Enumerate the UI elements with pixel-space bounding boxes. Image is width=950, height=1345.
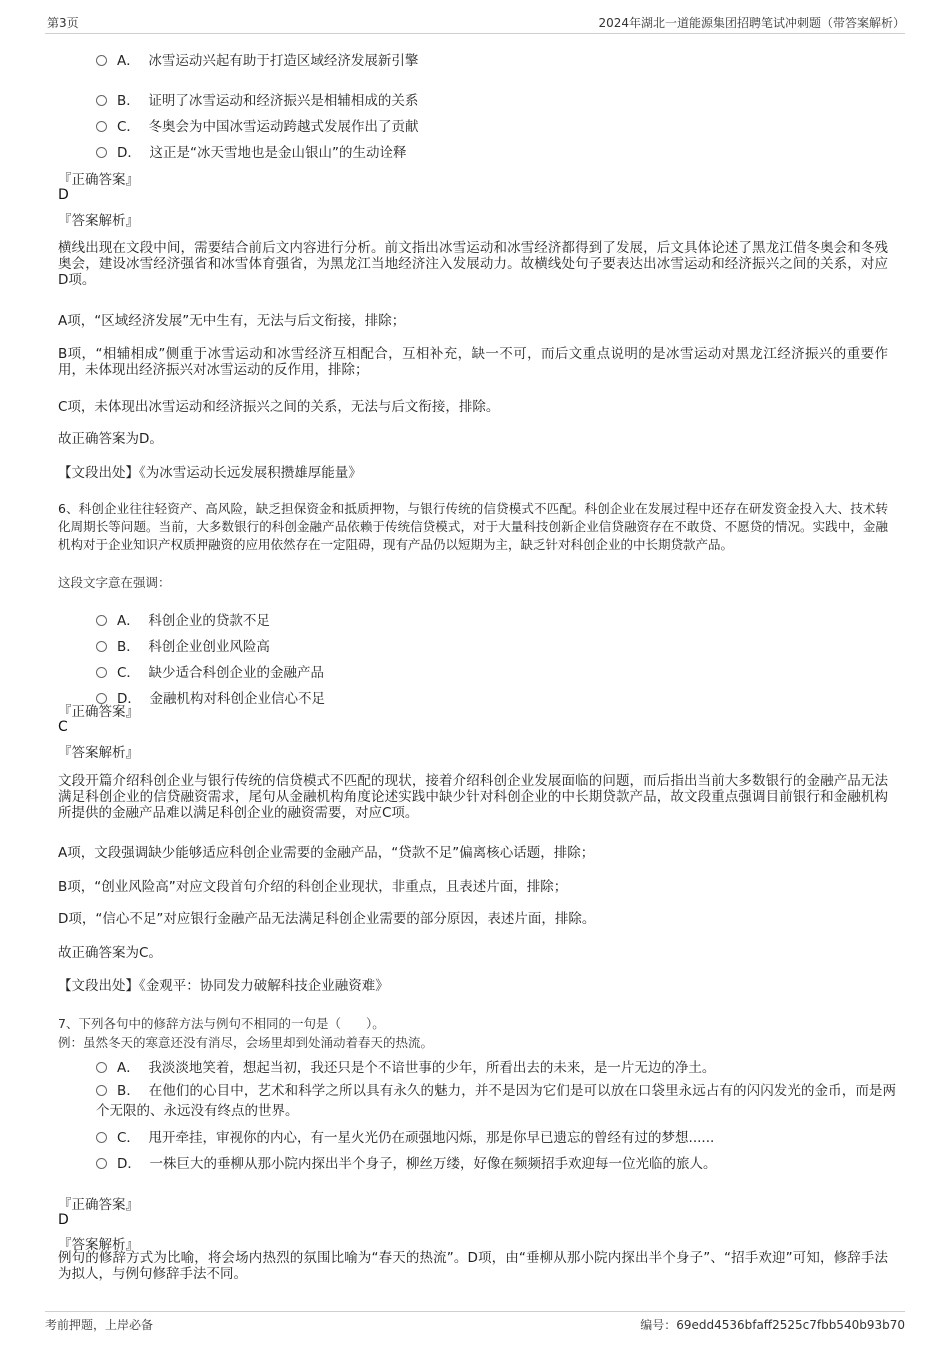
q7-option-a[interactable]: A． 我淡淡地笑着，想起当初，我还只是个不谙世事的少年，所看出去的未来，是一片无边的净土。 xyxy=(96,1056,715,1076)
q5-analysis-option-c: C项，未体现出冰雪运动和经济振兴之间的关系，无法与后文衔接，排除。 xyxy=(58,399,500,415)
q7-stem: 7、下列各句中的修辞方法与例句不相同的一句是（ ）。 xyxy=(58,1016,385,1031)
q5-option-c[interactable]: C． 冬奥会为中国冰雪运动跨越式发展作出了贡献 xyxy=(96,115,419,135)
q6-conclusion: 故正确答案为C。 xyxy=(58,945,162,961)
q6-option-b[interactable]: B． 科创企业创业风险高 xyxy=(96,635,270,655)
q6-answer-label: 『正确答案』 xyxy=(58,704,139,720)
q5-answer-label: 『正确答案』 xyxy=(58,172,139,188)
q5-option-d[interactable]: D． 这正是“冰天雪地也是金山银山”的生动诠释 xyxy=(96,141,407,161)
radio-icon[interactable] xyxy=(96,615,107,626)
q6-prompt: 这段文字意在强调： xyxy=(58,575,171,590)
radio-icon[interactable] xyxy=(96,147,107,158)
header-divider xyxy=(45,33,905,34)
q5-analysis-label: 『答案解析』 xyxy=(58,213,139,229)
q6-option-a[interactable]: A． 科创企业的贷款不足 xyxy=(96,609,270,629)
radio-icon[interactable] xyxy=(96,95,107,106)
radio-icon[interactable] xyxy=(96,1085,107,1096)
q7-analysis-paragraph: 例句的修辞方式为比喻，将会场内热烈的氛围比喻为“春天的热流”。D项，由“垂柳从那小院内探出半个身子”、“招手欢迎”可知，修辞手法为拟人，与例句修辞手法不同。 xyxy=(58,1250,888,1282)
radio-icon[interactable] xyxy=(96,1158,107,1169)
radio-icon[interactable] xyxy=(96,1132,107,1143)
q5-analysis-option-b: B项，“相辅相成”侧重于冰雪运动和冰雪经济互相配合，互相补充，缺一不可，而后文重点说明的是冰雪运动对黑龙江经济振兴的重要作用，未体现出经济振兴对冰雪运动的反作用，排除； xyxy=(58,346,888,378)
q5-conclusion: 故正确答案为D。 xyxy=(58,431,163,447)
radio-icon[interactable] xyxy=(96,667,107,678)
q5-analysis-option-a: A项，“区域经济发展”无中生有，无法与后文衔接，排除； xyxy=(58,313,406,329)
footer-slogan: 考前押题，上岸必备 xyxy=(45,1318,154,1332)
q5-answer: D xyxy=(58,187,69,203)
q6-option-d[interactable]: D． 金融机构对科创企业信心不足 xyxy=(96,687,325,707)
q5-option-a[interactable]: A． 冰雪运动兴起有助于打造区域经济发展新引擎 xyxy=(96,49,418,69)
q6-option-c[interactable]: C． 缺少适合科创企业的金融产品 xyxy=(96,661,324,681)
q7-example: 例：虽然冬天的寒意还没有消尽，会场里却到处涌动着春天的热流。 xyxy=(58,1035,434,1050)
footer-divider xyxy=(45,1311,905,1312)
q6-stem: 6、科创企业往往轻资产、高风险，缺乏担保资金和抵质押物，与银行传统的信贷模式不匹配。科创企业在发展过程中还存在研发资金投入大、技术转化周期长等问题。当前，大多数银行的科创金融产品依赖于传统信贷模式，对于大量科技创新企业信贷融资存在不敢贷、不愿贷的情况。实践中，金融机构对于企业知识产权质押融资的应用依然存在一定阻碍，现有产品仍以短期为主，缺乏针对科创企业的中长期贷款产品。 xyxy=(58,501,888,552)
q7-analysis-label: 『答案解析』 xyxy=(58,1237,139,1253)
q6-source: 【文段出处】《金观平：协同发力破解科技企业融资难》 xyxy=(58,978,389,994)
q7-option-b[interactable]: B． 在他们的心目中，艺术和科学之所以具有永久的魅力，并不是因为它们是可以放在口袋里永远占有的闪闪发光的金币，而是两个无限的、永远没有终点的世界。 xyxy=(96,1083,897,1119)
q7-option-d[interactable]: D． 一株巨大的垂柳从那小院内探出半个身子，柳丝万缕，好像在频频招手欢迎每一位光临的旅人。 xyxy=(96,1152,717,1172)
q5-analysis-paragraph: 横线出现在文段中间，需要结合前后文内容进行分析。前文指出冰雪运动和冰雪经济都得到了发展，后文具体论述了黑龙江借冬奥会和冬残奥会，建设冰雪经济强省和冰雪体育强省，为黑龙江当地经济注入发展动力。故横线处句子要表达出冰雪运动和经济振兴之间的关系，对应D项。 xyxy=(58,240,888,288)
q5-source: 【文段出处】《为冰雪运动长远发展积攒雄厚能量》 xyxy=(58,465,362,481)
q6-analysis-option-b: B项，“创业风险高”对应文段首句介绍的科创企业现状，非重点，且表述片面，排除； xyxy=(58,879,568,895)
q7-answer: D xyxy=(58,1212,69,1228)
q6-analysis-paragraph: 文段开篇介绍科创企业与银行传统的信贷模式不匹配的现状，接着介绍科创企业发展面临的问题，而后指出当前大多数银行的金融产品无法满足科创企业的信贷融资需求，尾句从金融机构角度论述实践中缺少针对科创企业的中长期贷款产品，故文段重点强调目前银行和金融机构所提供的金融产品难以满足科创企业的融资需要，对应C项。 xyxy=(58,773,888,821)
q5-option-b[interactable]: B． 证明了冰雪运动和经济振兴是相辅相成的关系 xyxy=(96,89,418,109)
page-number: 第3页 xyxy=(47,16,79,30)
q6-analysis-label: 『答案解析』 xyxy=(58,745,139,761)
radio-icon[interactable] xyxy=(96,55,107,66)
radio-icon[interactable] xyxy=(96,121,107,132)
q6-answer: C xyxy=(58,719,68,735)
q7-answer-label: 『正确答案』 xyxy=(58,1197,139,1213)
document-id: 编号：69edd4536bfaff2525c7fbb540b93b70 xyxy=(640,1318,905,1332)
radio-icon[interactable] xyxy=(96,1062,107,1073)
q7-option-c[interactable]: C． 甩开牵挂，审视你的内心，有一星火光仍在顽强地闪烁，那是你早已遗忘的曾经有过的梦想...... xyxy=(96,1126,714,1146)
q6-analysis-option-d: D项，“信心不足”对应银行金融产品无法满足科创企业需要的部分原因，表述片面，排除。 xyxy=(58,911,596,927)
radio-icon[interactable] xyxy=(96,641,107,652)
document-title: 2024年湖北一道能源集团招聘笔试冲刺题（带答案解析） xyxy=(598,16,905,30)
q6-analysis-option-a: A项，文段强调缺少能够适应科创企业需要的金融产品，“贷款不足”偏离核心话题，排除； xyxy=(58,845,595,861)
